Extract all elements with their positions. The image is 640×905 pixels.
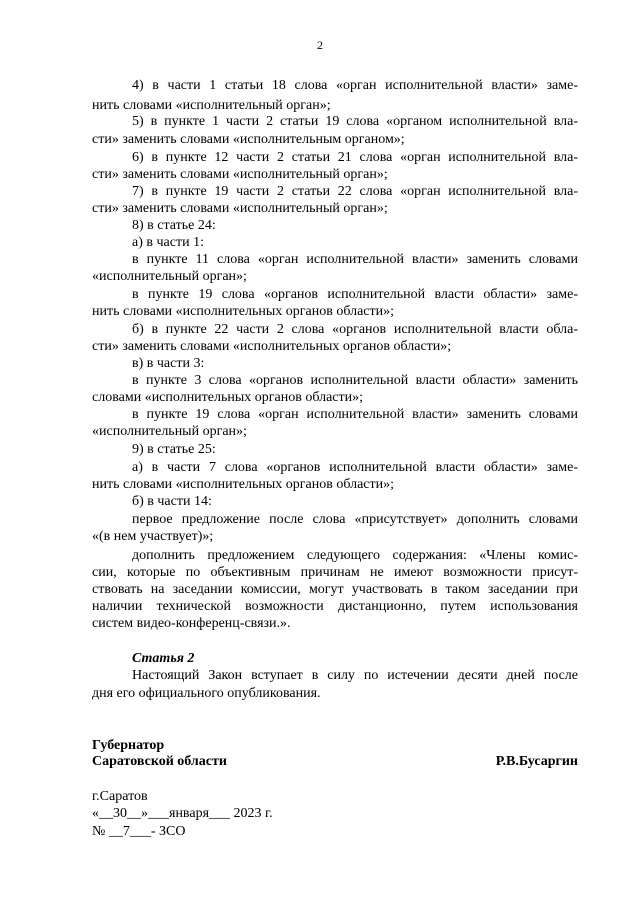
text-line: сти» заменить словами «исполнительным органом»; (92, 132, 405, 147)
text-line: а) в части 7 слова «органов исполнительной власти области» заме- (132, 460, 578, 475)
signatory-name: Р.В.Бусаргин (495, 754, 578, 769)
document-number (92, 822, 185, 842)
text-line: «исполнительный орган»; (92, 269, 247, 284)
text-line: в пункте 3 слова «органов исполнительной власти области» заменить (132, 373, 578, 388)
article-text: дня его официального опубликования. (92, 686, 321, 701)
date-line (92, 804, 273, 824)
page-number: 2 (317, 38, 323, 52)
article-text: Настоящий Закон вступает в силу по истечении десяти дней после (132, 668, 578, 683)
text-line: дополнить предложением следующего содержания: «Члены комис- (132, 548, 578, 563)
text-line: «исполнительный орган»; (92, 424, 247, 439)
text-line: словами «исполнительных органов области»; (92, 390, 364, 405)
signatory-title: Губернатор (92, 738, 165, 753)
text-line: 5) в пункте 1 части 2 статьи 19 слова «органом исполнительной вла- (132, 114, 578, 129)
date-year: 2023 г. (230, 806, 273, 821)
text-line: сти» заменить словами «исполнительных органов области»; (92, 339, 452, 354)
text-line: нить словами «исполнительных органов области»; (92, 304, 395, 319)
number-suffix: - ЗСО (150, 824, 186, 839)
date-month: ___января___ (148, 806, 231, 821)
text-line: 9) в статье 25: (132, 442, 216, 457)
text-line: в пункте 11 слова «орган исполнительной власти» заменить словами (132, 252, 578, 267)
text-line: в пункте 19 слова «органов исполнительной власти области» заме- (132, 287, 578, 302)
number-sign: № (92, 824, 109, 839)
text-line: 6) в пункте 12 части 2 статьи 21 слова «орган исполнительной вла- (132, 150, 578, 165)
date-day: __30__ (99, 806, 141, 821)
text-line: а) в части 1: (132, 235, 204, 250)
text-line: ствовать на заседании комиссии, могут участвовать в таком заседании при (92, 582, 578, 597)
text-line: 7) в пункте 19 части 2 статьи 22 слова «орган исполнительной вла- (132, 184, 578, 199)
text-line: в) в части 3: (132, 356, 205, 371)
text-line: наличии технической возможности дистанционно, путем использования (92, 599, 578, 614)
text-line: нить словами «исполнительный орган»; (92, 98, 331, 113)
signatory-region: Саратовской области (92, 754, 227, 769)
article-heading: Статья 2 (132, 651, 195, 666)
number-value: __7___ (108, 824, 151, 839)
text-line: 8) в статье 24: (132, 218, 216, 233)
date-open-quote: « (92, 806, 99, 821)
text-line: сии, которые по объективным причинам не имеют возможности присут- (92, 565, 578, 580)
text-line: в пункте 19 слова «орган исполнительной власти» заменить словами (132, 407, 578, 422)
text-line: первое предложение после слова «присутствует» дополнить словами (132, 512, 578, 527)
text-line: б) в пункте 22 части 2 слова «органов исполнительной власти обла- (132, 322, 578, 337)
text-line: «(в нем участвует)»; (92, 529, 214, 544)
text-line: б) в части 14: (132, 494, 212, 509)
text-line: сти» заменить словами «исполнительный орган»; (92, 167, 388, 182)
date-close-quote: » (141, 806, 148, 821)
text-line: сти» заменить словами «исполнительный орган»; (92, 201, 388, 216)
text-line: 4) в части 1 статьи 18 слова «орган исполнительной власти» заме- (132, 78, 578, 93)
text-line: нить словами «исполнительных органов области»; (92, 477, 395, 492)
city: г.Саратов (92, 789, 148, 804)
text-line: систем видео-конференц-связи.». (92, 616, 291, 631)
